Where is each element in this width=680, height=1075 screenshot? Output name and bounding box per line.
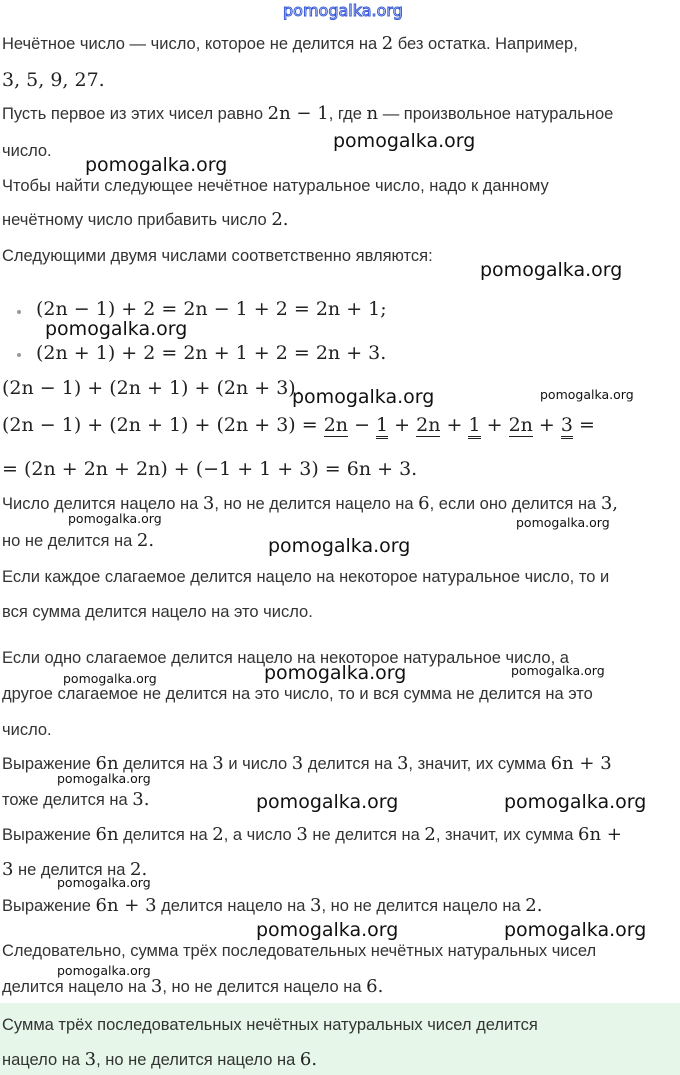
math-fragment: 6n +	[578, 824, 622, 845]
text-line-21	[2, 976, 383, 998]
text-fragment: Выражение	[2, 755, 91, 773]
math-fragment: 6n	[95, 824, 119, 845]
math-fragment: 3	[84, 1049, 97, 1070]
math-fragment: +	[388, 414, 417, 436]
text-fragment: Пусть первое из этих чисел равно	[2, 105, 264, 123]
math-fragment: 6n + 3	[95, 895, 157, 916]
bullet-dot	[17, 353, 21, 357]
text-fragment: , значит, их сумма	[435, 826, 574, 844]
watermark: pomogalka.org	[45, 318, 188, 340]
text-fragment: нечётному число прибавить число	[2, 211, 267, 229]
text-fragment: делится нацело на	[2, 978, 147, 996]
text-fragment: , где	[328, 105, 362, 123]
watermark: pomogalka.org	[511, 663, 605, 678]
text-fragment: Выражение	[2, 826, 91, 844]
sum-expression: (2n − 1) + (2n + 1) + (2n + 3).	[2, 377, 302, 399]
math-fragment: 2.	[130, 859, 148, 880]
text-line-17	[2, 824, 622, 846]
text-fragment: без остатка. Например,	[397, 35, 578, 53]
math-fragment: +	[480, 414, 509, 436]
math-fragment: 2n − 1	[267, 103, 329, 124]
watermark: pomogalka.org	[504, 919, 647, 941]
text-line-20: Следовательно, сумма трёх последовательных нечётных натуральных чисел	[2, 942, 597, 960]
math-fragment: +	[532, 414, 561, 436]
answer-box	[0, 1003, 680, 1075]
text-fragment: делится на	[123, 755, 208, 773]
sum-equation	[2, 413, 595, 437]
text-line-11: вся сумма делится нацело на это число.	[2, 603, 313, 621]
text-fragment: , но не делится нацело на	[321, 897, 521, 915]
underlined-term: 2n	[323, 414, 349, 436]
math-fragment: +	[440, 414, 469, 436]
text-fragment: , но не делится нацело на	[96, 1051, 296, 1069]
math-fragment: −	[348, 414, 377, 436]
text-fragment: Нечётное число — число, которое не делится на	[2, 35, 378, 53]
text-line-7: Следующими двумя числами соответственно являются:	[2, 247, 433, 265]
text-fragment: и число	[228, 755, 288, 773]
text-line-19	[2, 895, 542, 917]
watermark: pomogalka.org	[256, 919, 399, 941]
math-fragment: 2	[381, 33, 394, 54]
bullet-equation-2: (2n + 1) + 2 = 2n + 1 + 2 = 2n + 3.	[36, 342, 387, 364]
math-fragment: 3	[396, 753, 409, 774]
math-fragment: 2.	[271, 209, 289, 230]
math-fragment: 6n + 3	[550, 753, 612, 774]
text-fragment: , если оно делится на	[429, 495, 597, 513]
math-fragment: 3	[310, 895, 322, 916]
watermark: pomogalka.org	[68, 511, 162, 526]
text-fragment: не делится на	[18, 861, 126, 879]
header-watermark: pomogalka.org	[283, 1, 403, 20]
watermark: pomogalka.org	[333, 130, 476, 152]
watermark: pomogalka.org	[57, 771, 151, 786]
math-fragment: 6n	[95, 753, 119, 774]
text-fragment: нацело на	[2, 1051, 81, 1069]
text-fragment: Число делится нацело на	[2, 495, 199, 513]
math-fragment: 6.	[299, 1049, 318, 1070]
math-fragment: 3	[296, 824, 308, 845]
math-fragment: 2.	[136, 530, 155, 551]
text-fragment: делится на	[123, 826, 208, 844]
watermark: pomogalka.org	[516, 515, 610, 530]
bullet-dot	[17, 310, 21, 314]
text-fragment: — произвольное натуральное	[382, 105, 614, 123]
bullet-equation-1: (2n − 1) + 2 = 2n − 1 + 2 = 2n + 1;	[36, 298, 387, 320]
answer-line-2	[2, 1049, 317, 1071]
text-line-3	[2, 103, 613, 125]
math-fragment: 3	[202, 493, 215, 514]
example-numbers: 3, 5, 9, 27.	[2, 69, 105, 91]
watermark: pomogalka.org	[268, 535, 411, 557]
math-fragment: 6	[418, 493, 430, 514]
watermark: pomogalka.org	[264, 662, 407, 684]
math-fragment: 2.	[525, 895, 543, 916]
text-line-16	[2, 789, 149, 811]
math-fragment: 3	[150, 976, 163, 997]
answer-line-1: Сумма трёх последовательных нечётных натуральных чисел делится	[2, 1016, 538, 1034]
text-line-5: Чтобы найти следующее нечётное натуральное число, надо к данному	[2, 177, 549, 195]
watermark: pomogalka.org	[85, 154, 228, 176]
text-line-9	[2, 530, 154, 552]
text-line-1	[2, 33, 578, 55]
watermark: pomogalka.org	[480, 259, 623, 281]
math-fragment: 2	[424, 824, 436, 845]
math-fragment: (2n − 1) + (2n + 1) + (2n + 3) =	[2, 414, 324, 436]
text-fragment: не делится на	[312, 826, 420, 844]
watermark: pomogalka.org	[63, 671, 157, 686]
math-fragment: 3	[2, 859, 14, 880]
text-fragment: , а число	[223, 826, 292, 844]
text-fragment: Выражение	[2, 897, 91, 915]
underlined-term: 2n	[508, 414, 533, 436]
underlined-term: 2n	[416, 414, 441, 436]
double-underlined-term: 1	[376, 414, 388, 439]
text-fragment: делится нацело на	[161, 897, 306, 915]
watermark: pomogalka.org	[256, 791, 399, 813]
math-fragment: 2	[212, 824, 224, 845]
math-fragment: 3.	[132, 789, 150, 810]
text-fragment: , значит, их сумма	[408, 755, 547, 773]
watermark: pomogalka.org	[504, 791, 647, 813]
text-fragment: тоже делится на	[2, 791, 128, 809]
text-line-6	[2, 209, 289, 231]
watermark: pomogalka.org	[57, 875, 151, 890]
watermark: pomogalka.org	[540, 387, 634, 402]
text-line-4: число.	[2, 142, 52, 160]
math-fragment: 6.	[366, 976, 384, 997]
text-fragment: , но не делится нацело на	[214, 495, 414, 513]
text-line-10: Если каждое слагаемое делится нацело на некоторое натуральное число, то и	[2, 568, 610, 586]
math-fragment: =	[572, 414, 595, 436]
double-underlined-term: 3	[561, 414, 573, 439]
text-line-13: другое слагаемое не делится на это число, то и вся сумма не делится на это	[2, 685, 593, 703]
math-fragment: 3	[212, 753, 224, 774]
math-fragment: 3	[291, 753, 304, 774]
text-fragment: делится на	[307, 755, 393, 773]
watermark: pomogalka.org	[292, 386, 435, 408]
watermark: pomogalka.org	[57, 963, 151, 978]
grouped-equation: = (2n + 2n + 2n) + (−1 + 1 + 3) = 6n + 3.	[2, 458, 418, 480]
math-fragment: 3,	[600, 493, 619, 514]
math-fragment: n	[366, 103, 379, 124]
double-underlined-term: 1	[468, 414, 480, 439]
text-line-12: Если одно слагаемое делится нацело на некоторое натуральное число, а	[2, 649, 569, 667]
text-line-14: число.	[2, 721, 52, 739]
text-fragment: но не делится на	[2, 532, 133, 550]
text-fragment: , но не делится нацело на	[162, 978, 362, 996]
